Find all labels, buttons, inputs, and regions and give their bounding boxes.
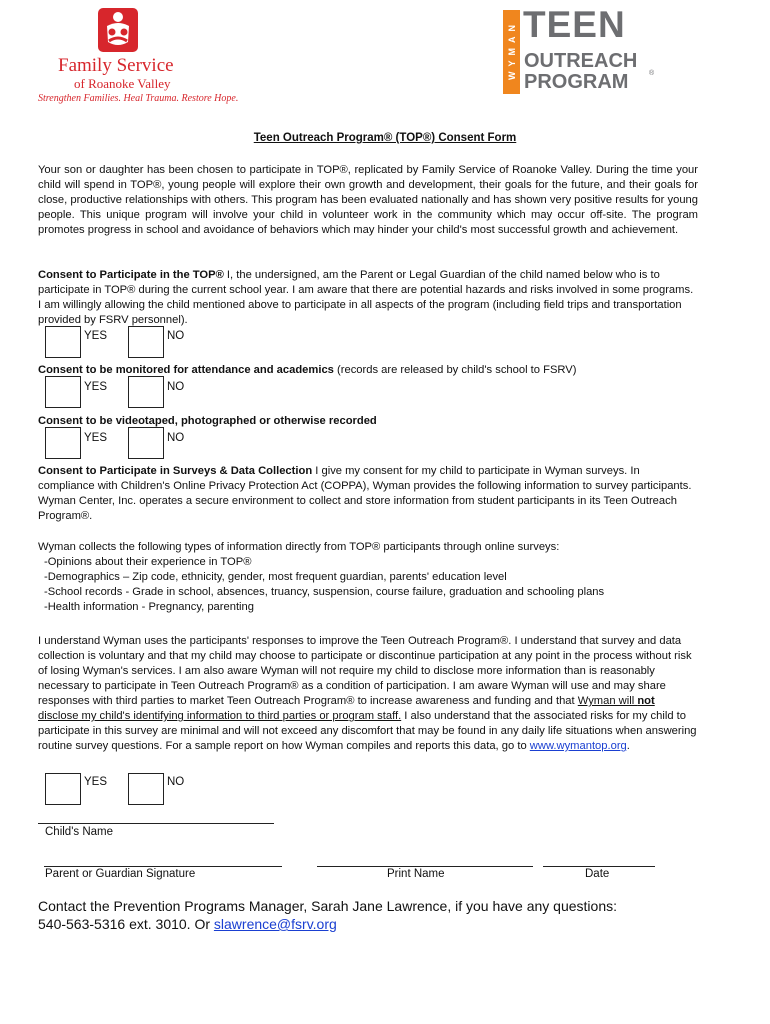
understand-period: .	[626, 740, 630, 752]
understand-underline-not: not	[637, 695, 655, 707]
date-label: Date	[585, 868, 610, 880]
contact-phone: 540-563-5316 ext. 3010. Or	[38, 916, 214, 932]
date-line[interactable]	[543, 866, 655, 867]
child-name-label: Child's Name	[45, 826, 114, 838]
recorded-yes-label: YES	[84, 432, 108, 444]
section-participate-text: I, the undersigned, am the Parent or Legal Guardian of the child named below who is to participate in TOP® during the current school year. I am aware that there are potential hazards and risks involved in some programs. I am willingly allowing the child mentioned above to participate in all aspects of the program (including field trips and transportation provided by FSRV personnel).	[38, 269, 694, 326]
intro-paragraph: Your son or daughter has been chosen to participate in TOP®, replicated by Family Service of Roanoke Valley. During the time your child will spend in TOP®, young people will explore their own growth and development, their goals for the future, and their goals for close, productive relationships with others. This program has been evaluated nationally and has shown very positive results for young people. This unique program will involve your child in volunteer work in the community which may occur off-site. The program promotes progress in school and avoidance of behaviors which may hinder your child's most successful growth and achievement.	[38, 164, 698, 236]
wyman-vertical-text: WYMAN	[507, 20, 517, 80]
recorded-yes-checkbox[interactable]	[45, 427, 81, 459]
collect-item: -Opinions about their experience in TOP®	[44, 556, 252, 568]
understand-paragraph	[38, 634, 698, 754]
collect-item: -School records - Grade in school, absences, truancy, suspension, course failure, graduation and schooling plans	[44, 586, 605, 598]
parent-signature-label: Parent or Guardian Signature	[45, 868, 196, 880]
participate-no-checkbox[interactable]	[128, 326, 164, 358]
surveys-yes-checkbox[interactable]	[45, 773, 81, 805]
child-name-line[interactable]	[38, 823, 274, 824]
print-name-line[interactable]	[317, 866, 533, 867]
top-logo-outreach: OUTREACH	[524, 50, 638, 72]
collect-list	[44, 555, 724, 615]
form-title: Teen Outreach Program® (TOP®) Consent Form	[253, 132, 517, 144]
surveys-no-label: NO	[167, 776, 185, 788]
fsrv-name-1: Family Service	[58, 55, 174, 76]
fsrv-tagline: Strengthen Families. Heal Trauma. Restore Hope.	[38, 93, 239, 104]
recorded-no-checkbox[interactable]	[128, 427, 164, 459]
surveys-no-checkbox[interactable]	[128, 773, 164, 805]
section-surveys	[38, 464, 693, 524]
section-participate	[38, 268, 698, 328]
section-surveys-heading: Consent to Participate in Surveys & Data Collection	[38, 465, 313, 477]
top-logo-program: PROGRAM	[524, 71, 629, 93]
section-surveys-text: I give my consent for my child to participate in Wyman surveys. In compliance with Children's Online Privacy Protection Act (COPPA), Wyman provides the following information to survey participants. Wyman Center, Inc. operates a secure environment to collect and store information from student participants in its Teen Outreach Program®.	[38, 465, 692, 522]
collect-item: -Health information - Pregnancy, parenting	[44, 601, 254, 613]
top-logo-reg: ®	[649, 70, 655, 77]
understand-underline-2: disclose my child's identifying information to third parties or program staff.	[38, 710, 402, 722]
contact-line-1: Contact the Prevention Programs Manager, Sarah Jane Lawrence, if you have any questions:	[38, 898, 618, 914]
section-monitored-text: (records are released by child's school to FSRV)	[333, 364, 577, 376]
print-name-label: Print Name	[387, 868, 445, 880]
monitored-yes-checkbox[interactable]	[45, 376, 81, 408]
contact-line-2	[38, 916, 337, 932]
collect-item: -Demographics – Zip code, ethnicity, gender, most frequent guardian, parents' education level	[44, 571, 507, 583]
understand-underline-1: Wyman will	[577, 695, 638, 707]
understand-text-2: I also understand that the associated risks for my child to participate in this survey are minimal and will not exceed any discomfort that may be found in any daily life situations when answering routine survey questions. For a sample report on how Wyman compiles and reports this data, go to	[38, 710, 697, 752]
fsrv-family-icon	[98, 8, 138, 52]
understand-text-1: I understand Wyman uses the participants' responses to improve the Teen Outreach Program®. I understand that survey and data collection is voluntary and that my child may choose to participate or discontinue participation at any point in the process without risk of losing Wyman's services. I am also aware Wyman will not require my child to disclose more information than is reasonably necessary to participate in Teen Outreach Program® as a condition of participation. I am aware Wyman will use and may share responses with third parties to market Teen Outreach Program® to increase awareness and funding and that	[38, 635, 692, 707]
parent-signature-line[interactable]	[44, 866, 282, 867]
fsrv-name-2: of Roanoke Valley	[74, 76, 171, 91]
surveys-yes-label: YES	[84, 776, 108, 788]
section-recorded-heading: Consent to be videotaped, photographed or otherwise recorded	[38, 415, 377, 427]
monitored-no-checkbox[interactable]	[128, 376, 164, 408]
contact-email-link[interactable]: slawrence@fsrv.org	[213, 916, 337, 932]
recorded-no-label: NO	[167, 432, 185, 444]
monitored-yes-label: YES	[84, 381, 108, 393]
top-logo	[503, 4, 663, 96]
participate-no-label: NO	[167, 330, 185, 342]
section-participate-heading: Consent to Participate in the TOP®	[38, 269, 224, 281]
collect-intro: Wyman collects the following types of information directly from TOP® participants through online surveys:	[38, 541, 560, 553]
wymantop-link[interactable]: www.wymantop.org	[529, 740, 627, 752]
participate-yes-checkbox[interactable]	[45, 326, 81, 358]
monitored-no-label: NO	[167, 381, 185, 393]
fsrv-logo	[36, 8, 239, 108]
top-logo-teen: TEEN	[523, 4, 626, 45]
section-monitored-heading: Consent to be monitored for attendance and academics	[38, 364, 334, 376]
participate-yes-label: YES	[84, 330, 108, 342]
